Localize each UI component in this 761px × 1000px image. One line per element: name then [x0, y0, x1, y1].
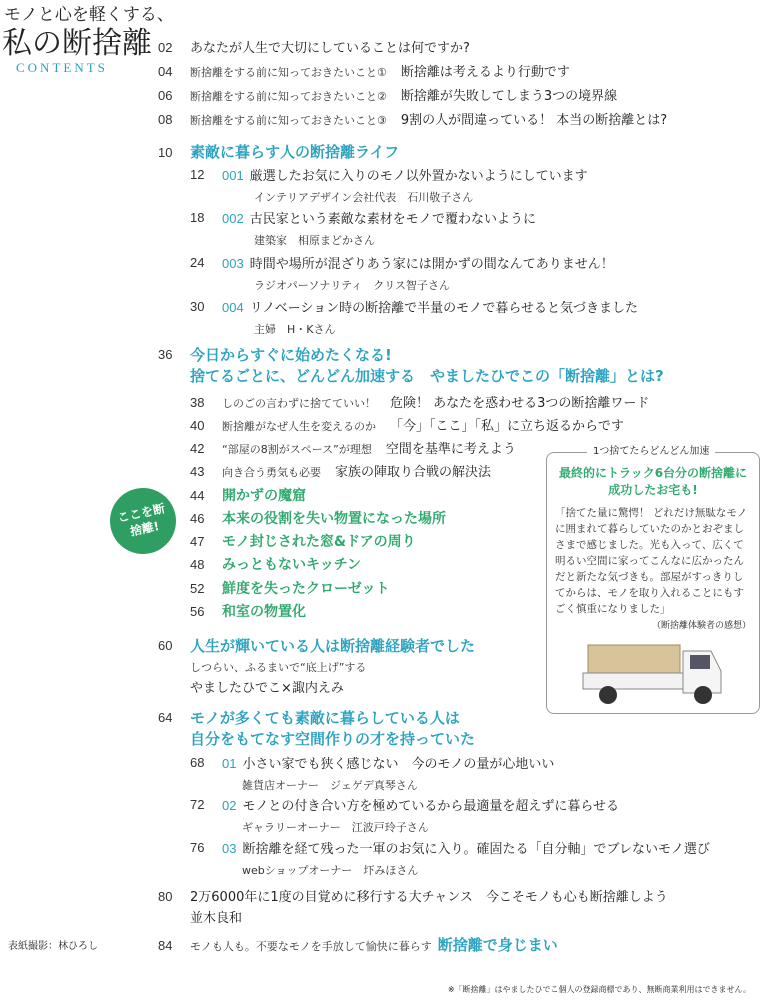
entry-number: 03 [222, 841, 237, 856]
entry-number: 004 [222, 300, 244, 315]
page-number: 43 [190, 464, 205, 479]
section-heading[interactable] [158, 636, 475, 699]
cover-credit: 表紙撮影：林ひろし [8, 941, 98, 952]
entry-lead: 断捨離をする前に知っておきたいこと① [190, 66, 387, 79]
toc-entry[interactable] [190, 795, 619, 838]
toc-entry[interactable] [190, 486, 306, 506]
toc-entry[interactable] [190, 753, 554, 796]
page-number: 48 [190, 557, 205, 572]
entry-title: 断捨離が失敗してしまう3つの境界線 [400, 89, 618, 104]
entry-person: ラジオパーソナリティ クリス智子さん [254, 279, 451, 292]
entry-person: インテリアデザイン会社代表 石川敬子さん [254, 191, 474, 204]
sidebox-title: 最終的にトラック6台分の断捨離に成功したお宅も! [558, 466, 748, 497]
sidebox-body: 「捨てた量に驚愕！ どれだけ無駄なモノに囲まれて暮らしていたのかとおぞましさまで感じました。光も入って、広くて明るい空間に家ってこんなに広かったんだと新たな気づきも。部屋がすっきりしてからは、モノを取り入れることにもすごく慎重になりました」 [555, 507, 748, 615]
page-number: 64 [158, 710, 173, 725]
entry-lead: 断捨離をする前に知っておきたいこと③ [190, 114, 387, 127]
badge: ここを断捨離! [104, 482, 182, 560]
entry-title: 危険！ あなたを惑わせる3つの断捨離ワード [390, 396, 650, 411]
toc-entry[interactable] [190, 416, 624, 437]
entry-title: 家族の陣取り合戦の解決法 [335, 465, 492, 480]
entry-lead: 断捨離をする前に知っておきたいこと② [190, 90, 387, 103]
entry-title: みっともないキッチン [222, 557, 362, 573]
section-heading[interactable] [158, 708, 475, 750]
page-number: 38 [190, 395, 205, 410]
page-number: 68 [190, 755, 205, 770]
page-number: 44 [190, 488, 205, 503]
entry-title: 和室の物置化 [222, 604, 306, 620]
entry-title: 厳選したお気に入りのモノ以外置かないようにしています [249, 169, 588, 184]
sidebox-label: 1つ捨てたらどんどん加速 [587, 445, 715, 459]
toc-entry[interactable] [158, 38, 470, 59]
toc-entry[interactable] [190, 253, 614, 296]
page-number: 47 [190, 534, 205, 549]
toc-entry[interactable] [190, 462, 491, 483]
entry-lead: モノも人も。不要なモノを手放して愉快に暮らす [190, 940, 432, 953]
page-number: 72 [190, 797, 205, 812]
entry-title: あなたが人生で大切にしていることは何ですか? [190, 41, 470, 56]
section-title: 今日からすぐに始めたくなる! [190, 346, 392, 364]
entry-title: 9割の人が間違っている！ 本当の断捨離とは? [400, 113, 668, 128]
entry-person: webショップオーナー 圷みほさん [242, 864, 419, 877]
entry-title: 「今」「ここ」「私」に立ち返るからです [390, 419, 624, 434]
magazine-title: 私の断捨離 [2, 26, 152, 61]
entry-person: ギャラリーオーナー 江波戸玲子さん [242, 821, 429, 834]
page-number: 12 [190, 167, 205, 182]
page-number: 60 [158, 638, 173, 653]
page-number: 18 [190, 210, 205, 225]
sidebox [546, 446, 760, 714]
entry-number: 002 [222, 211, 244, 226]
section-title: 人生が輝いている人は断捨離経験者でした [190, 637, 476, 655]
entry-lead: しのごの言わずに捨てていい！ [222, 397, 376, 410]
page-number: 10 [158, 145, 173, 160]
entry-lead: しつらい、ふるまいで“底上げ”する [190, 661, 367, 674]
toc-entry[interactable] [190, 579, 389, 599]
entry-title: 断捨離を経て残った一軍のお気に入り。確固たる「自分軸」でブレないモノ選び [242, 842, 710, 857]
page-number: 84 [158, 938, 173, 953]
entry-title: 断捨離は考えるより行動です [400, 65, 570, 80]
section-heading[interactable] [158, 142, 399, 163]
toc-entry[interactable] [190, 393, 649, 414]
page-number: 02 [158, 40, 173, 55]
entry-title: 古民家という素敵な素材をモノで覆わないように [249, 212, 536, 227]
section-title: モノが多くても素敵に暮らしている人は [190, 709, 460, 727]
footnote: ※「断捨離」はやましたひでこ個人の登録商標であり、無断商業利用はできません。 [447, 985, 751, 994]
entry-title: 鮮度を失ったクローゼット [222, 581, 390, 597]
page-number: 46 [190, 511, 205, 526]
toc-entry[interactable] [190, 602, 306, 622]
page-number: 80 [158, 889, 173, 904]
entry-person: 主婦 H・Kさん [254, 323, 336, 336]
entry-person: 並木良和 [190, 911, 243, 926]
toc-entry[interactable] [190, 297, 638, 340]
entry-title: 空間を基準に考えよう [385, 442, 516, 457]
contents-label: CONTENTS [16, 60, 108, 75]
page-number: 56 [190, 604, 205, 619]
entry-title: 断捨離で身じまい [437, 936, 558, 954]
sidebox-source: （断捨離体験者の感想） [651, 621, 751, 631]
entry-title: 小さい家でも狭く感じない 今のモノの量が心地いい [242, 757, 555, 772]
toc-entry[interactable] [158, 86, 617, 107]
entry-number: 02 [222, 798, 237, 813]
entry-lead: “部屋の8割がスペース”が理想 [222, 443, 372, 456]
page-number: 36 [158, 347, 173, 362]
entry-person: やましたひでこ×諏内えみ [190, 681, 344, 696]
page-number: 08 [158, 112, 173, 127]
page-number: 04 [158, 64, 173, 79]
tagline: モノと心を軽くする、 [4, 5, 174, 25]
page-number: 24 [190, 255, 205, 270]
entry-person: 雑貨店オーナー ジェゲデ真琴さん [242, 779, 418, 792]
entry-lead: 断捨離がなぜ人生を変えるのか [222, 420, 376, 433]
toc-entry[interactable] [190, 838, 710, 881]
toc-entry[interactable] [190, 509, 446, 529]
section-heading[interactable] [158, 345, 664, 387]
entry-title: 2万6000年に1度の目覚めに移行する大チャンス 今こそモノも心も断捨離しよう [190, 890, 668, 905]
entry-title: 開かずの魔窟 [222, 488, 306, 504]
entry-person: 建築家 相原まどかさん [254, 234, 375, 247]
toc-entry[interactable] [190, 532, 416, 552]
entry-lead: 向き合う勇気も必要 [222, 466, 321, 479]
toc-entry[interactable] [158, 62, 570, 83]
page-number: 30 [190, 299, 205, 314]
toc-entry[interactable] [190, 555, 361, 575]
entry-title: 本来の役割を失い物置になった場所 [222, 511, 446, 527]
page-number: 06 [158, 88, 173, 103]
toc-entry[interactable] [158, 935, 558, 957]
entry-number: 001 [222, 168, 244, 183]
entry-title: モノ封じされた窓&ドアの周り [222, 534, 416, 550]
section-title: 自分をもてなす空間作りの才を持っていた [190, 730, 476, 748]
entry-number: 01 [222, 756, 237, 771]
section-title: 捨てるごとに、どんどん加速する やましたひでこの「断捨離」とは? [190, 367, 664, 385]
toc-entry[interactable] [190, 165, 588, 208]
entry-title: モノとの付き合い方を極めているから最適量を超えずに暮らせる [242, 799, 619, 814]
section-title: 素敵に暮らす人の断捨離ライフ [190, 143, 400, 161]
toc-entry[interactable] [158, 887, 668, 929]
entry-title: リノベーション時の断捨離で半量のモノで暮らせると気づきました [249, 301, 639, 316]
truck-image [578, 637, 728, 707]
toc-entry[interactable] [158, 110, 667, 131]
page-number: 40 [190, 418, 205, 433]
page-number: 76 [190, 840, 205, 855]
entry-title: 時間や場所が混ざりあう家には開かずの間なんてありません！ [249, 257, 614, 272]
entry-number: 003 [222, 256, 244, 271]
toc-entry[interactable] [190, 208, 536, 251]
page-number: 42 [190, 441, 205, 456]
toc-entry[interactable] [190, 439, 516, 460]
page-number: 52 [190, 581, 205, 596]
